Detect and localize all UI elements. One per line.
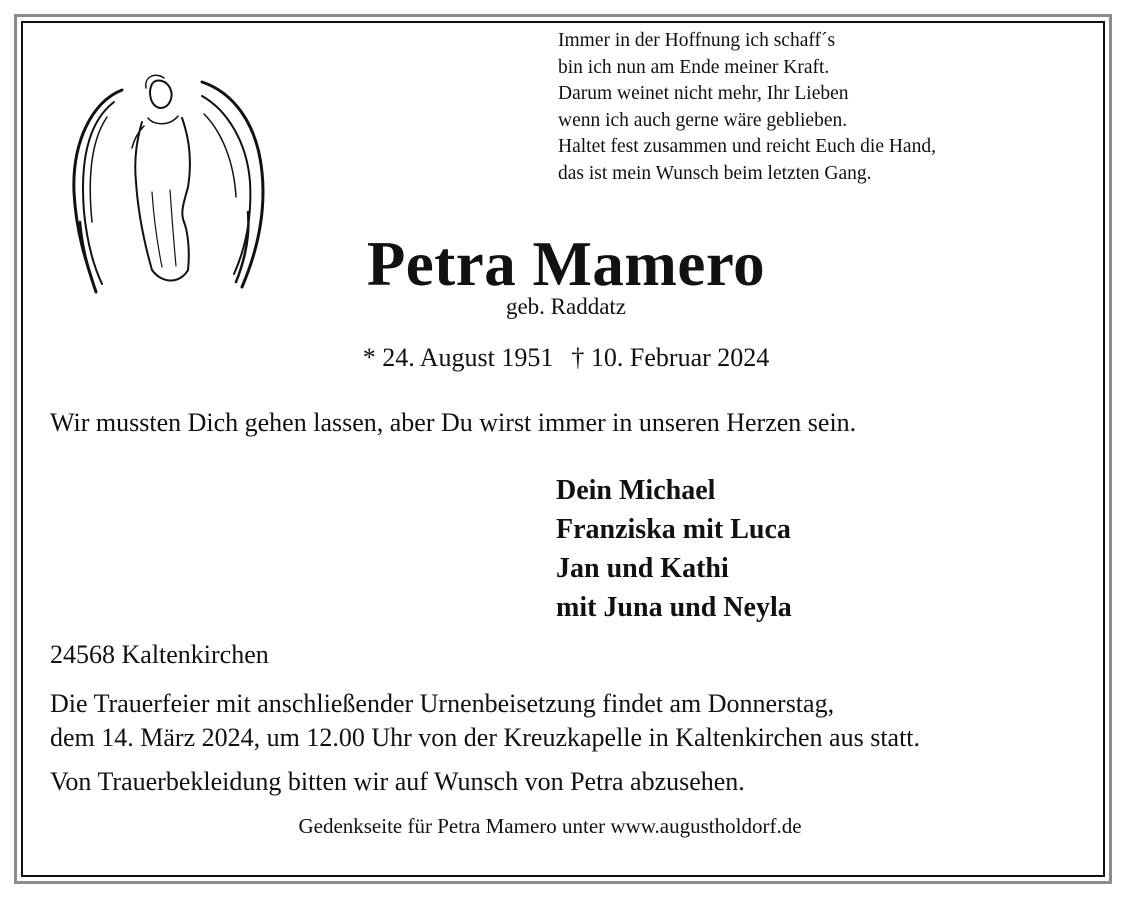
poem: [558, 28, 936, 188]
deceased-name: Petra Mamero: [366, 229, 766, 299]
family-line: Dein Michael: [556, 475, 716, 506]
family-line: Franziska mit Luca: [556, 514, 791, 545]
poem-line: Darum weinet nicht mehr, Ihr Lieben: [558, 83, 849, 105]
maiden-name: geb. Raddatz: [505, 294, 627, 319]
service-info: [50, 687, 920, 755]
family-line: Jan und Kathi: [556, 553, 729, 584]
memorial-page-note: Gedenkseite für Petra Mamero unter www.augustholdorf.de: [298, 814, 802, 838]
life-dates: [0, 343, 1100, 373]
poem-line: Haltet fest zusammen und reicht Euch die Hand,: [558, 136, 936, 158]
poem-line: wenn ich auch gerne wäre geblieben.: [558, 109, 848, 131]
farewell-quote: Wir mussten Dich gehen lassen, aber Du wirst immer in unseren Herzen sein.: [50, 408, 857, 437]
family-line: mit Juna und Neyla: [556, 592, 792, 623]
birth-date: * 24. August 1951: [362, 343, 554, 372]
poem-line: Immer in der Hoffnung ich schaff´s: [558, 30, 836, 51]
family-signatures: [556, 471, 792, 627]
poem-line: bin ich nun am Ende meiner Kraft.: [558, 56, 830, 78]
service-line: dem 14. März 2024, um 12.00 Uhr von der Kreuzkapelle in Kaltenkirchen aus statt.: [50, 723, 921, 752]
poem-line: das ist mein Wunsch beim letzten Gang.: [558, 162, 872, 184]
death-date: † 10. Februar 2024: [571, 343, 770, 372]
service-line: Die Trauerfeier mit anschließender Urnenbeisetzung findet am Donnerstag,: [50, 689, 835, 718]
place: 24568 Kaltenkirchen: [50, 640, 269, 669]
dress-note: Von Trauerbekleidung bitten wir auf Wunsch von Petra abzusehen.: [50, 767, 745, 796]
